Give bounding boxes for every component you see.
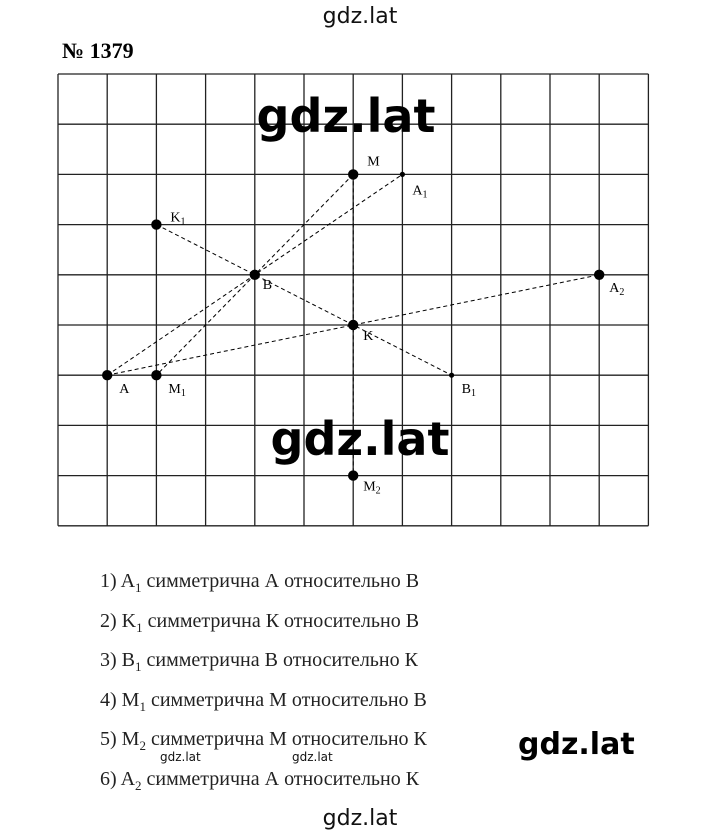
- watermark-bottom: gdz.lat: [322, 806, 398, 831]
- point-label-a: A: [119, 382, 130, 398]
- point-b1: [449, 373, 454, 378]
- statements-list: [100, 568, 427, 805]
- point-label-a1: $A_1$: [412, 183, 428, 201]
- watermark-top: gdz.lat: [322, 4, 398, 29]
- point-m2: [348, 470, 358, 480]
- watermark-small: gdz.lat: [292, 750, 333, 764]
- statement-item: 3) $B_1$ симметрична В относительно К: [100, 649, 418, 674]
- point-label-b: B: [262, 277, 273, 293]
- point-label-k: K: [363, 329, 374, 344]
- point-label-a2: $A_2$: [609, 280, 625, 298]
- point-label-m: M: [367, 154, 380, 170]
- point-m: [348, 169, 358, 179]
- task-number: № 1379: [62, 38, 134, 63]
- point-label-m2: $M_2$: [363, 479, 381, 497]
- statement-item: 1) $A_1$ симметрична А относительно В: [100, 570, 420, 595]
- statement-item: 4) $M_1$ симметрична М относительно В: [100, 688, 427, 714]
- point-k: [348, 320, 358, 330]
- point-a1: [400, 172, 405, 177]
- point-k1: [151, 219, 161, 229]
- point-label-m1: $M_1$: [168, 382, 186, 400]
- point-label-b1: $B_1$: [461, 382, 476, 400]
- watermark-small: gdz.lat: [160, 750, 201, 764]
- statement-item: 5) $M_2$ симметрична М относительно К: [100, 728, 427, 753]
- statement-item: 2) $K_1$ симметрична К относительно В: [100, 609, 420, 635]
- point-a2: [594, 270, 604, 280]
- point-m1: [151, 370, 161, 380]
- watermark-right: gdz.lat: [518, 727, 635, 762]
- watermark-grid-lower: gdz.lat: [270, 412, 450, 466]
- statement-item: 6) $A_2$ симметрична А относительно К: [100, 767, 420, 793]
- point-a: [102, 370, 112, 380]
- watermark-grid-upper: gdz.lat: [256, 89, 436, 143]
- point-label-k1: $K_1$: [170, 210, 186, 228]
- point-b: [250, 270, 260, 280]
